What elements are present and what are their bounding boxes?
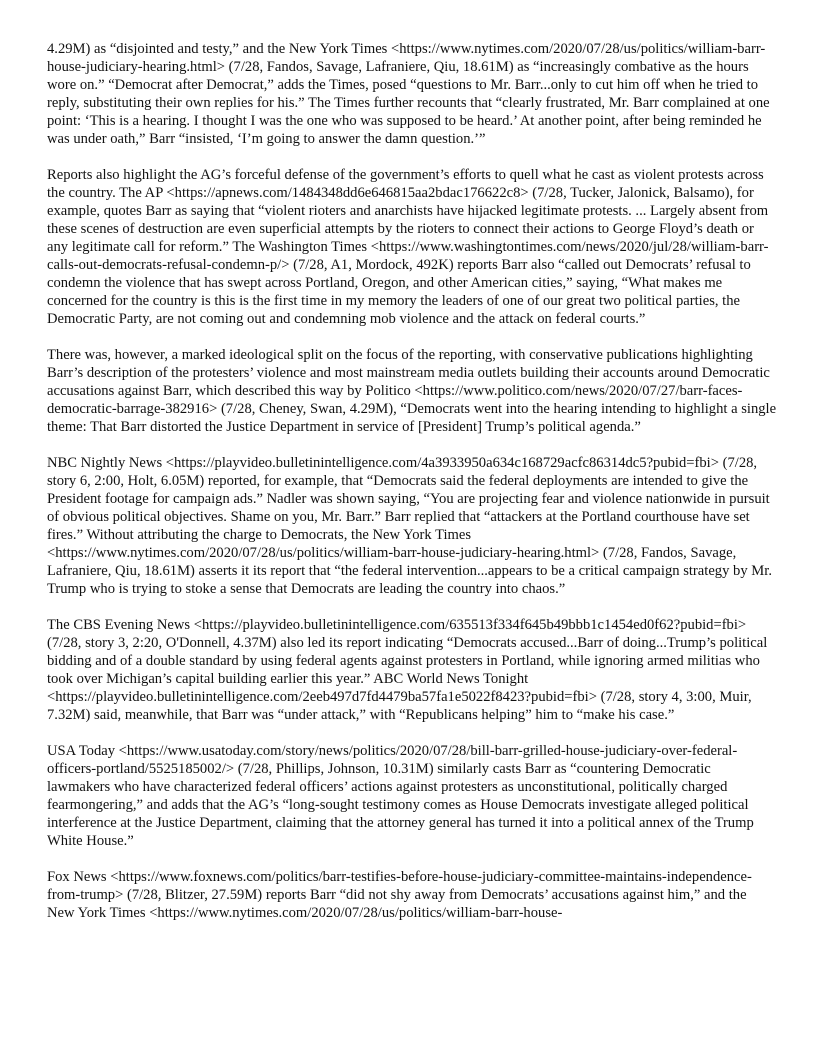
paragraph-usa-today: USA Today <https://www.usatoday.com/story/news/politics/2020/07/28/bill-barr-grilled-house-judiciary-over-federal-officers-portland/5525185002/> (7/28, Phillips, Johnson, 10.31M) similarly casts Barr as “countering Democratic lawmakers who have characterized federal officers’ actions against protesters as unconstitutional, politically charged fearmongering,” and adds that the AG’s “long-sought testimony comes as House Democrats investigate alleged political interference at the Justice Department, claiming that the attorney general has turned it into a political annex of the Trump White House.” — [47, 743, 754, 849]
paragraph-hearing-tone: 4.29M) as “disjointed and testy,” and the New York Times <https://www.nytimes.com/2020/07/28/us/politics/william-barr-house-judiciary-hearing.html> (7/28, Fandos, Savage, Lafraniere, Qiu, 18.61M) as “increasingly combative as the hours wore on.” “Democrat after Democrat,” adds the Times, posed “questions to Mr. Barr...only to cut him off when he tried to reply, substituting their own replies for his.” The Times further recounts that “clearly frustrated, Mr. Barr complained at one point: ‘This is a hearing. I thought I was the one who was supposed to be heard.’ At another point, after being reminded he was under oath,” Barr “insisted, ‘I’m going to answer the damn question.’” — [47, 41, 770, 147]
paragraph-nbc-nightly-news: NBC Nightly News <https://playvideo.bulletinintelligence.com/4a3933950a634c168729acfc86314dc5?pubid=fbi> (7/28, story 6, 2:00, Holt, 6.05M) reported, for example, that “Democrats said the federal deployments are intended to give the President footage for campaign ads.” Nadler was shown saying, “You are projecting fear and violence nationwide in pursuit of obvious political objectives. Shame on you, Mr. Barr.” Barr replied that “attackers at the Portland courthouse have set fires.” Without attributing the charge to Democrats, the New York Times <https://www.nytimes.com/2020/07/28/us/politics/william-barr-house-judiciary-hearing.html> (7/28, Fandos, Savage, Lafraniere, Qiu, 18.61M) asserts it its report that “the federal intervention...appears to be a critical campaign strategy by Mr. Trump who is trying to stoke a sense that Democrats are leading the country into chaos.” — [47, 455, 772, 597]
paragraph-cbs-abc-news: The CBS Evening News <https://playvideo.bulletinintelligence.com/635513f334f645b49bbb1c1454ed0f62?pubid=fbi> (7/28, story 3, 2:20, O'Donnell, 4.37M) also led its report indicating “Democrats accused...Barr of doing...Trump’s political bidding and of a double standard by using federal agents against protesters in Portland, while ignoring armed militias who took over Michigan’s capital building earlier this year.” ABC World News Tonight <https://playvideo.bulletinintelligence.com/2eeb497d7fd4479ba57fa1e5022f8423?pubid=fbi> (7/28, story 4, 3:00, Muir, 7.32M) said, meanwhile, that Barr was “under attack,” with “Republicans helping” him to “make his case.” — [47, 617, 768, 723]
paragraph-protest-defense: Reports also highlight the AG’s forceful defense of the government’s efforts to quell what he cast as violent protests across the country. The AP <https://apnews.com/1484348dd6e646815aa2bdac176622c8> (7/28, Tucker, Jalonick, Balsamo), for example, quotes Barr as saying that “violent rioters and anarchists have hijacked legitimate protests. ... Largely absent from these scenes of destruction are even superficial attempts by the rioters to connect their actions to George Floyd’s death or any legitimate call for reform.” The Washington Times <https://www.washingtontimes.com/news/2020/jul/28/william-barr-calls-out-democrats-refusal-condemn-p/> (7/28, A1, Mordock, 492K) reports Barr also “called out Democrats’ refusal to condemn the violence that has swept across Portland, Oregon, and other American cities,” saying, “What makes me concerned for the country is this is the first time in my memory the leaders of one of our great two political parties, the Democratic Party, are not coming out and condemning mob violence and the attack on federal courts.” — [47, 167, 769, 327]
paragraph-ideological-split: There was, however, a marked ideological split on the focus of the reporting, with conservative publications highlighting Barr’s description of the protesters’ violence and most mainstream media outlets building their accounts around Democratic accusations against Barr, which described this way by Politico <https://www.politico.com/news/2020/07/27/barr-faces-democratic-barrage-382916> (7/28, Cheney, Swan, 4.29M), “Democrats went into the hearing intending to highlight a single theme: That Barr distorted the Justice Department in service of [President] Trump’s political agenda.” — [47, 347, 777, 435]
paragraph-fox-news: Fox News <https://www.foxnews.com/politics/barr-testifies-before-house-judiciary-committee-maintains-independence-from-trump> (7/28, Blitzer, 27.59M) reports Barr “did not shy away from Democrats’ accusations against him,” and the New York Times <https://www.nytimes.com/2020/07/28/us/politics/william-barr-house- — [47, 869, 752, 921]
document-body — [47, 40, 777, 940]
